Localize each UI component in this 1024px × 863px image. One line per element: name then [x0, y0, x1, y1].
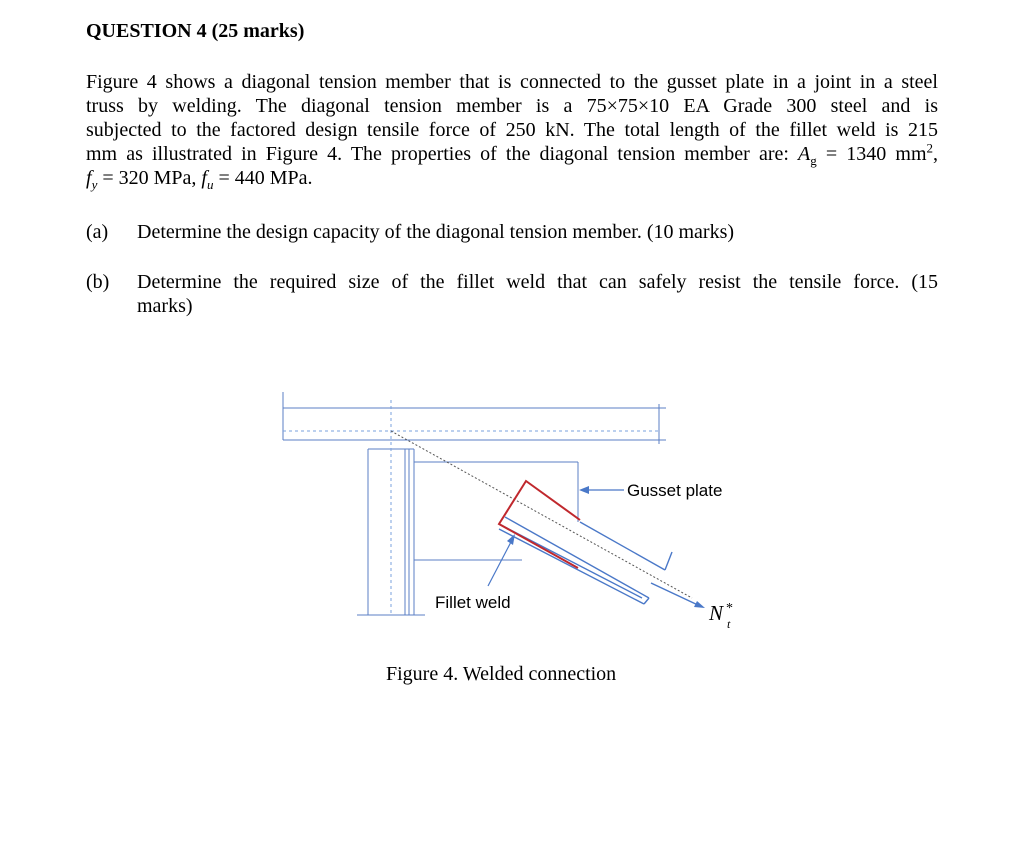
force-symbol-sub: t	[727, 617, 731, 631]
diagonal-centreline	[391, 431, 692, 598]
fy-symbol: f	[86, 167, 92, 189]
ag-symbol: A	[798, 143, 811, 165]
paragraph-line: $f_y = 320$ MPa, $f_u = 440$ MPa.	[86, 167, 313, 192]
fillet-leader	[488, 540, 512, 586]
paragraph-line: mm as illustrated in Figure 4. The properties of the diagonal tension member are: $A_g = 1340$ $mm^2$,	[86, 140, 938, 168]
diagonal-member	[499, 517, 672, 604]
paragraph-line: subjected to the factored design tensile force of 250 kN. The total length of the fillet weld is 215	[86, 119, 938, 141]
top-chord	[283, 392, 666, 444]
paragraph-line: Figure 4 shows a diagonal tension member that is connected to the gusset plate in a joint in a steel	[86, 71, 938, 93]
part-b-text: Determine the required size of the fillet weld that can safely resist the tensile force. (15 marks)	[137, 271, 938, 317]
figure-caption: Figure 4. Welded connection	[386, 663, 617, 685]
fillet-weld-outline	[499, 481, 580, 568]
force-symbol: N	[709, 601, 724, 625]
gusset-plate	[414, 462, 578, 560]
force-arrow-line	[651, 583, 700, 606]
fillet-weld-label: Fillet weld	[435, 593, 511, 612]
force-symbol-sup: *	[726, 601, 733, 616]
force-arrowhead	[694, 601, 705, 608]
part-a-label: (a)	[86, 221, 109, 243]
gusset-arrowhead	[579, 486, 589, 494]
part-b-label: (b)	[86, 271, 110, 293]
gusset-plate-label: Gusset plate	[627, 481, 723, 500]
paragraph-line: truss by welding. The diagonal tension member is a 75×75×10 EA Grade 300 steel and is	[86, 95, 938, 117]
question-title: QUESTION 4 (25 marks)	[86, 20, 305, 42]
fu-symbol: f	[201, 167, 207, 189]
part-a-text: Determine the design capacity of the diagonal tension member. (10 marks)	[137, 221, 735, 243]
